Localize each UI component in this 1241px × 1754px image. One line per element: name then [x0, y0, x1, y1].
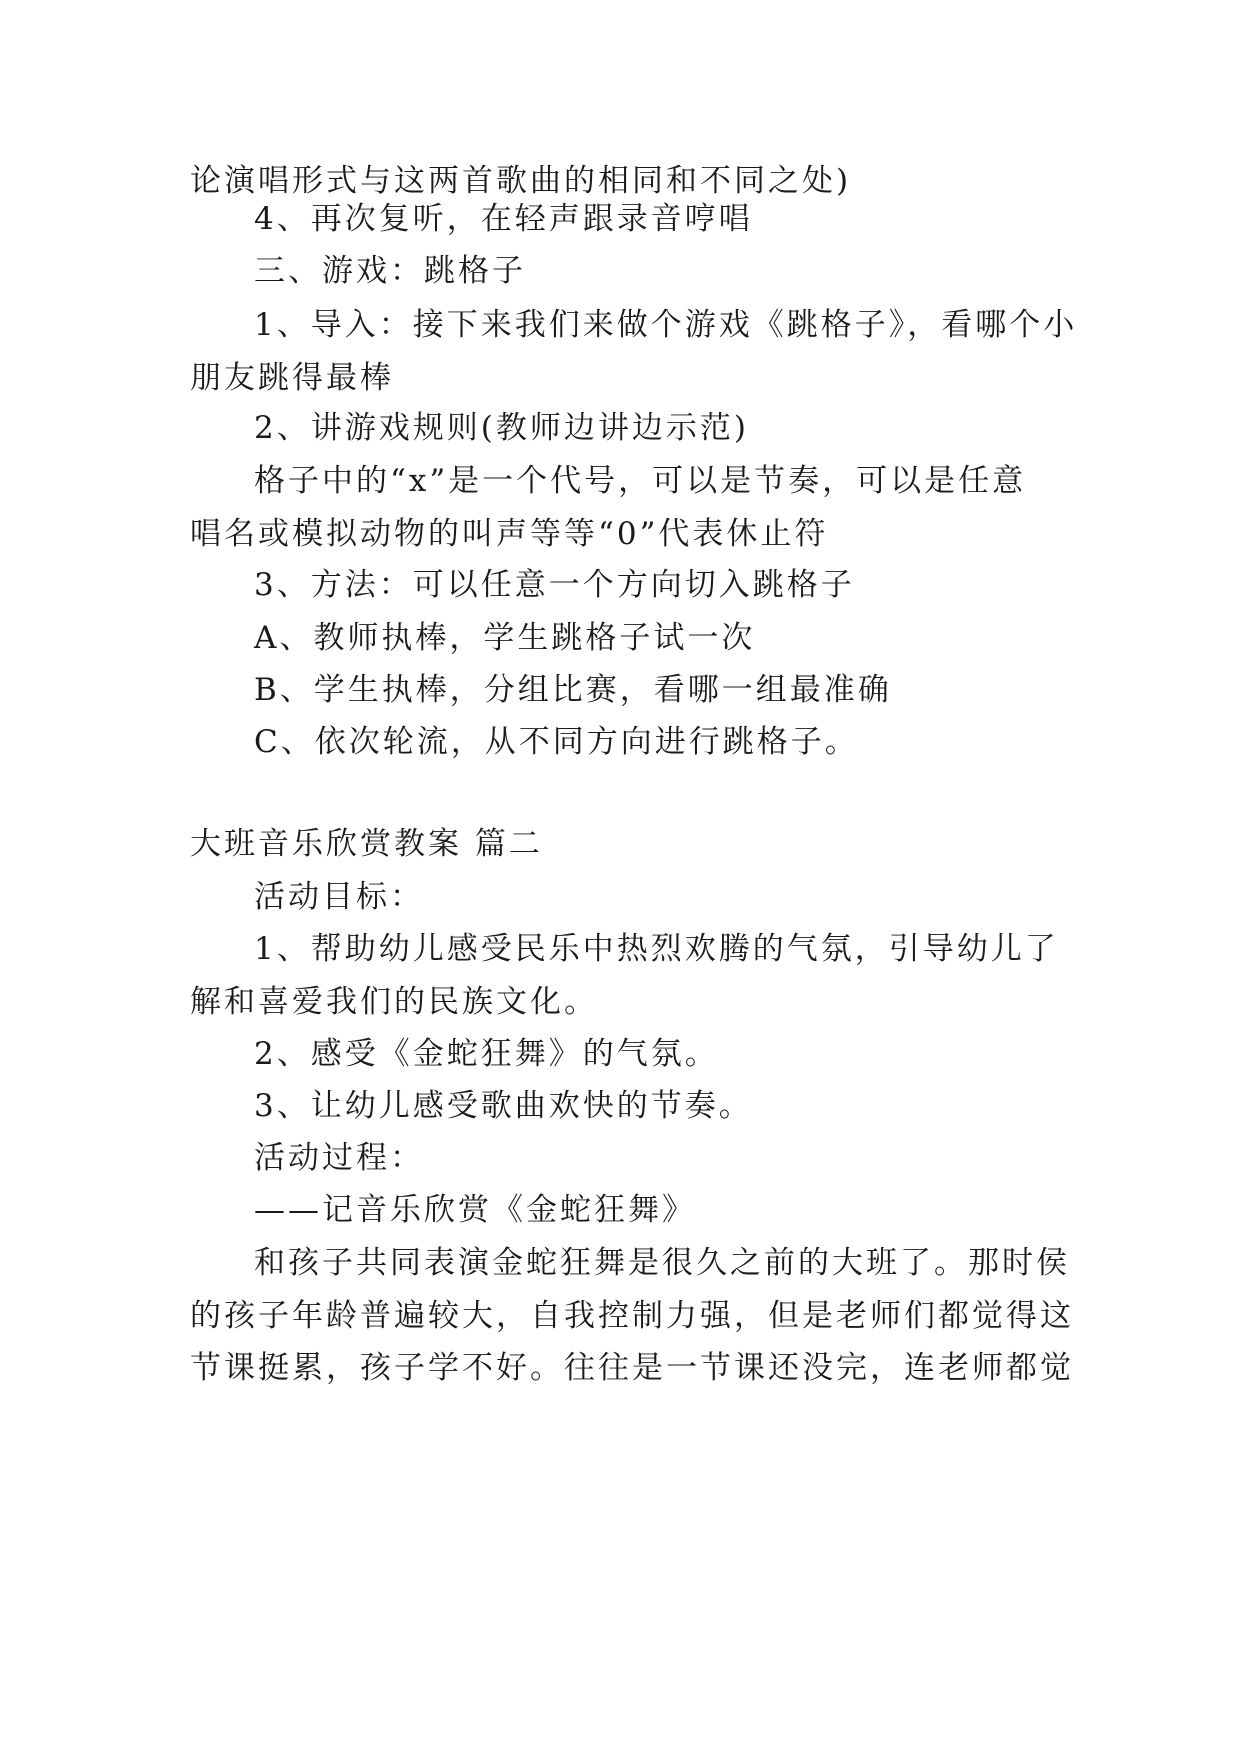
- text-line: 格子中的“x”是一个代号，可以是节奏，可以是任意: [254, 463, 1027, 499]
- text-line: 3、方法：可以任意一个方向切入跳格子: [254, 567, 855, 603]
- text-line: ——记音乐欣赏《金蛇狂舞》: [254, 1192, 696, 1228]
- text-line: B、学生执棒，分组比赛，看哪一组最准确: [254, 672, 892, 708]
- text-line: 3、让幼儿感受歌曲欢快的节奏。: [254, 1088, 753, 1124]
- text-line: 论演唱形式与这两首歌曲的相同和不同之处): [190, 163, 852, 199]
- text-line: 4、再次复听，在轻声跟录音哼唱: [254, 201, 753, 237]
- text-line: 唱名或模拟动物的叫声等等“0”代表休止符: [190, 516, 829, 552]
- text-line: 解和喜爱我们的民族文化。: [190, 984, 598, 1020]
- text-line: 2、讲游戏规则(教师边讲边示范): [254, 410, 749, 446]
- text-line: 活动目标：: [254, 879, 424, 915]
- text-line: 三、游戏：跳格子: [254, 253, 526, 289]
- text-line: 节课挺累，孩子学不好。往往是一节课还没完，连老师都觉: [190, 1350, 1074, 1386]
- text-line: 的孩子年龄普遍较大，自我控制力强，但是老师们都觉得这: [190, 1298, 1074, 1334]
- text-line: 和孩子共同表演金蛇狂舞是很久之前的大班了。那时侯: [254, 1245, 1070, 1281]
- text-line: 2、感受《金蛇狂舞》的气氛。: [254, 1036, 719, 1072]
- text-line: A、教师执棒，学生跳格子试一次: [254, 620, 756, 656]
- text-line: 1、帮助幼儿感受民乐中热烈欢腾的气氛，引导幼儿了: [254, 931, 1059, 967]
- text-line: 活动过程：: [254, 1140, 424, 1176]
- text-line: 朋友跳得最棒: [190, 360, 394, 396]
- text-line: C、依次轮流，从不同方向进行跳格子。: [254, 724, 859, 760]
- section-heading: 大班音乐欣赏教案 篇二: [190, 826, 543, 862]
- text-line: 1、导入：接下来我们来做个游戏《跳格子》，看哪个小: [254, 307, 1078, 343]
